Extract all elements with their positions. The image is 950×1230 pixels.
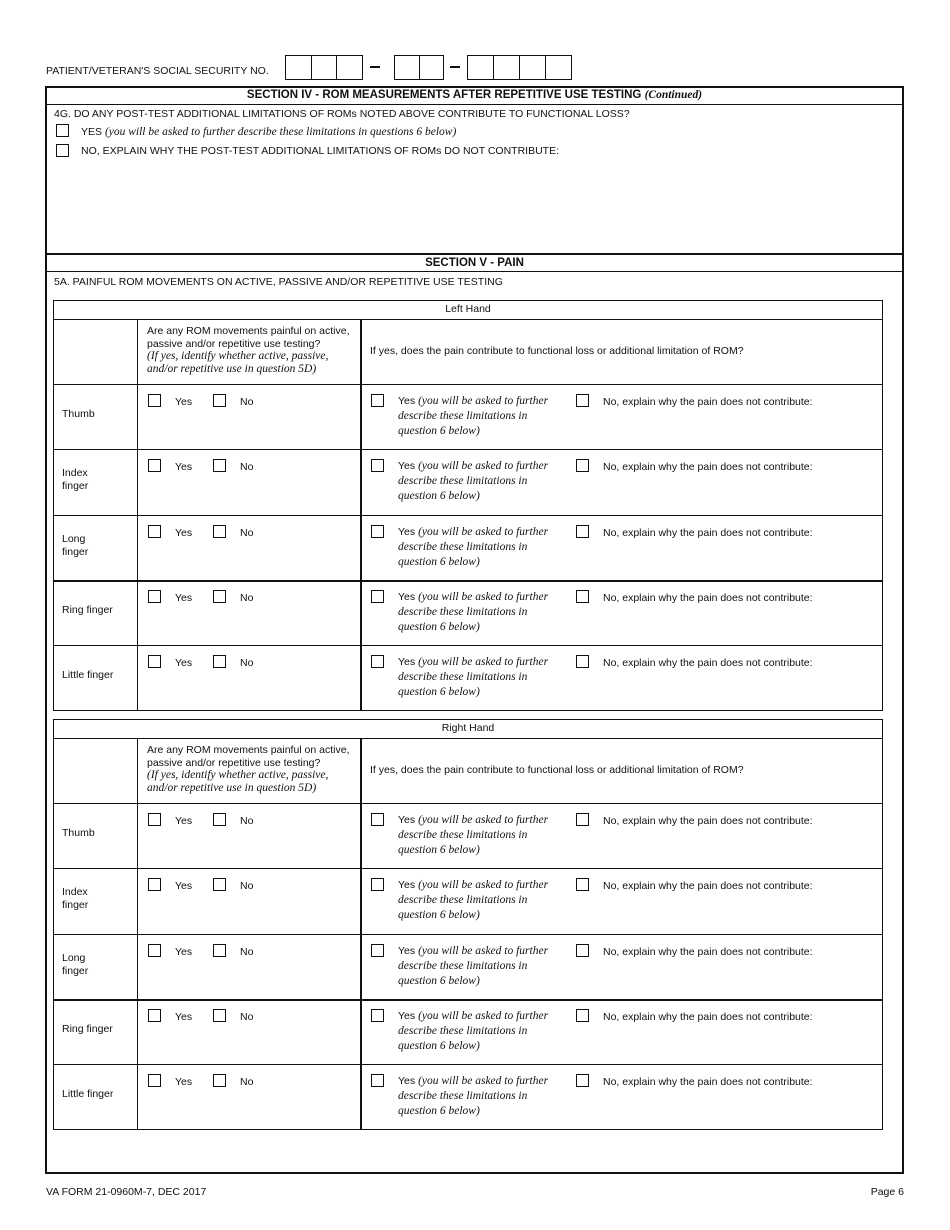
ssn-part3-input[interactable] [467, 55, 572, 80]
divider [53, 515, 883, 516]
contribute-yes-checkbox[interactable] [371, 878, 384, 891]
painful-no-checkbox[interactable] [213, 813, 226, 826]
painful-yes-checkbox[interactable] [148, 590, 161, 603]
painful-yes-checkbox[interactable] [148, 944, 161, 957]
contribute-no-label: No, explain why the pain does not contribute: [603, 880, 813, 893]
painful-no-checkbox[interactable] [213, 1009, 226, 1022]
col1-header: Are any ROM movements painful on active, passive and/or repetitive use testing? (If yes, identify whether active, passive, and/or repetitive use in question 5D) [147, 325, 350, 375]
contribute-no-label: No, explain why the pain does not contribute: [603, 815, 813, 827]
hand-title: Left Hand [445, 303, 491, 315]
finger-label: Long finger [62, 532, 89, 558]
painful-no-label: No [240, 526, 254, 539]
contribute-no-checkbox[interactable] [576, 655, 589, 668]
ssn-dash [370, 66, 380, 68]
painful-yes-label: Yes [175, 815, 193, 827]
contribute-no-label: No, explain why the pain does not contribute: [603, 461, 813, 474]
divider [53, 999, 883, 1001]
painful-yes-checkbox[interactable] [148, 655, 161, 668]
divider [53, 580, 883, 582]
painful-yes-checkbox[interactable] [148, 459, 161, 472]
contribute-yes-label: Yes (you will be asked to further describe these limitations in question 6 below) [398, 590, 549, 633]
q4g-explain-area[interactable] [56, 162, 896, 250]
painful-no-checkbox[interactable] [213, 878, 226, 891]
painful-no-label: No [240, 945, 254, 958]
divider [53, 1064, 883, 1065]
contribute-yes-checkbox[interactable] [371, 1074, 384, 1087]
contribute-no-checkbox[interactable] [576, 394, 589, 407]
finger-label: Thumb [62, 408, 95, 420]
page-number: Page 6 [870, 1186, 904, 1198]
contribute-no-label: No, explain why the pain does not contribute: [603, 396, 813, 408]
hand-title: Right Hand [441, 722, 495, 734]
divider [47, 104, 902, 105]
painful-no-checkbox[interactable] [213, 944, 226, 957]
painful-no-label: No [240, 657, 254, 670]
divider [53, 319, 883, 320]
divider [53, 449, 883, 450]
contribute-yes-label: Yes (you will be asked to further describe these limitations in question 6 below) [398, 1009, 549, 1052]
painful-yes-label: Yes [175, 461, 193, 474]
section5-title: SECTION V - PAIN [425, 257, 524, 269]
divider [53, 803, 883, 804]
finger-label: Little finger [62, 1088, 114, 1101]
finger-label: Thumb [62, 827, 95, 839]
form-id: VA FORM 21-0960M-7, DEC 2017 [46, 1186, 207, 1198]
painful-no-label: No [240, 1076, 254, 1089]
contribute-no-label: No, explain why the pain does not contribute: [603, 1076, 813, 1089]
col2-header: If yes, does the pain contribute to functional loss or additional limitation of ROM? [370, 345, 744, 357]
contribute-yes-label: Yes (you will be asked to further describe these limitations in question 6 below) [398, 656, 549, 699]
painful-no-checkbox[interactable] [213, 459, 226, 472]
finger-label: Index finger [62, 886, 89, 912]
contribute-no-checkbox[interactable] [576, 590, 589, 603]
painful-no-checkbox[interactable] [213, 655, 226, 668]
painful-yes-label: Yes [175, 591, 193, 604]
contribute-yes-label: Yes (you will be asked to further describe these limitations in question 6 below) [398, 395, 549, 437]
ssn-part1-input[interactable] [285, 55, 363, 80]
finger-label: Index finger [62, 467, 89, 493]
col2-header: If yes, does the pain contribute to functional loss or additional limitation of ROM? [370, 764, 744, 776]
contribute-no-checkbox[interactable] [576, 1009, 589, 1022]
contribute-yes-checkbox[interactable] [371, 590, 384, 603]
painful-yes-label: Yes [175, 880, 193, 893]
divider [53, 384, 883, 385]
col1-header: Are any ROM movements painful on active, passive and/or repetitive use testing? (If yes, identify whether active, passive, and/or repetitive use in question 5D) [147, 744, 350, 794]
painful-no-checkbox[interactable] [213, 1074, 226, 1087]
contribute-yes-label: Yes (you will be asked to further describe these limitations in question 6 below) [398, 944, 549, 987]
painful-no-checkbox[interactable] [213, 394, 226, 407]
finger-label: Ring finger [62, 603, 113, 616]
painful-yes-label: Yes [175, 945, 193, 958]
ssn-dash [450, 66, 460, 68]
contribute-yes-checkbox[interactable] [371, 1009, 384, 1022]
painful-no-checkbox[interactable] [213, 590, 226, 603]
q4g-no-checkbox[interactable] [56, 144, 69, 157]
divider [53, 868, 883, 869]
contribute-yes-checkbox[interactable] [371, 459, 384, 472]
contribute-no-checkbox[interactable] [576, 1074, 589, 1087]
contribute-yes-label: Yes (you will be asked to further describe these limitations in question 6 below) [398, 1075, 549, 1118]
contribute-no-checkbox[interactable] [576, 459, 589, 472]
contribute-yes-label: Yes (you will be asked to further describe these limitations in question 6 below) [398, 525, 549, 568]
divider [53, 934, 883, 935]
painful-yes-checkbox[interactable] [148, 1074, 161, 1087]
painful-yes-checkbox[interactable] [148, 1009, 161, 1022]
finger-label: Ring finger [62, 1022, 113, 1035]
finger-label: Long finger [62, 951, 89, 977]
painful-yes-label: Yes [175, 657, 193, 670]
contribute-yes-checkbox[interactable] [371, 525, 384, 538]
contribute-yes-checkbox[interactable] [371, 655, 384, 668]
divider [53, 738, 883, 739]
contribute-no-checkbox[interactable] [576, 813, 589, 826]
painful-no-label: No [240, 815, 254, 827]
contribute-yes-checkbox[interactable] [371, 813, 384, 826]
painful-yes-checkbox[interactable] [148, 878, 161, 891]
painful-no-label: No [240, 1010, 254, 1023]
divider [47, 271, 902, 272]
painful-yes-checkbox[interactable] [148, 394, 161, 407]
contribute-no-checkbox[interactable] [576, 525, 589, 538]
contribute-no-label: No, explain why the pain does not contribute: [603, 945, 813, 958]
painful-yes-label: Yes [175, 1076, 193, 1089]
painful-yes-checkbox[interactable] [148, 525, 161, 538]
painful-yes-checkbox[interactable] [148, 813, 161, 826]
contribute-no-label: No, explain why the pain does not contribute: [603, 591, 813, 604]
contribute-yes-checkbox[interactable] [371, 394, 384, 407]
contribute-yes-label: Yes (you will be asked to further describe these limitations in question 6 below) [398, 460, 549, 503]
q4g-no-label: NO, EXPLAIN WHY THE POST-TEST ADDITIONAL LIMITATIONS OF ROMs DO NOT CONTRIBUTE: [81, 145, 560, 157]
painful-no-label: No [240, 461, 254, 474]
painful-no-checkbox[interactable] [213, 525, 226, 538]
contribute-no-label: No, explain why the pain does not contribute: [603, 526, 813, 539]
painful-yes-label: Yes [175, 396, 193, 408]
contribute-no-checkbox[interactable] [576, 944, 589, 957]
contribute-no-checkbox[interactable] [576, 878, 589, 891]
divider [47, 253, 902, 255]
painful-yes-label: Yes [175, 526, 193, 539]
q4g-yes-label: YES (you will be asked to further describe these limitations in questions 6 below) [81, 126, 457, 138]
contribute-no-label: No, explain why the pain does not contribute: [603, 657, 813, 670]
q4g-yes-checkbox[interactable] [56, 124, 69, 137]
q4g-text: 4G. DO ANY POST-TEST ADDITIONAL LIMITATIONS OF ROMs NOTED ABOVE CONTRIBUTE TO FUNCTIONAL LOSS? [54, 108, 630, 120]
ssn-label: PATIENT/VETERAN'S SOCIAL SECURITY NO. [46, 65, 269, 77]
painful-yes-label: Yes [175, 1010, 193, 1023]
q5a-text: 5A. PAINFUL ROM MOVEMENTS ON ACTIVE, PASSIVE AND/OR REPETITIVE USE TESTING [54, 276, 503, 288]
divider [53, 645, 883, 646]
section4-title: SECTION IV - ROM MEASUREMENTS AFTER REPETITIVE USE TESTING (Continued) [246, 89, 703, 101]
contribute-yes-label: Yes (you will be asked to further describe these limitations in question 6 below) [398, 814, 549, 856]
contribute-yes-checkbox[interactable] [371, 944, 384, 957]
painful-no-label: No [240, 880, 254, 893]
ssn-part2-input[interactable] [394, 55, 444, 80]
contribute-no-label: No, explain why the pain does not contribute: [603, 1010, 813, 1023]
painful-no-label: No [240, 591, 254, 604]
painful-no-label: No [240, 396, 254, 408]
contribute-yes-label: Yes (you will be asked to further describe these limitations in question 6 below) [398, 879, 549, 922]
finger-label: Little finger [62, 669, 114, 682]
